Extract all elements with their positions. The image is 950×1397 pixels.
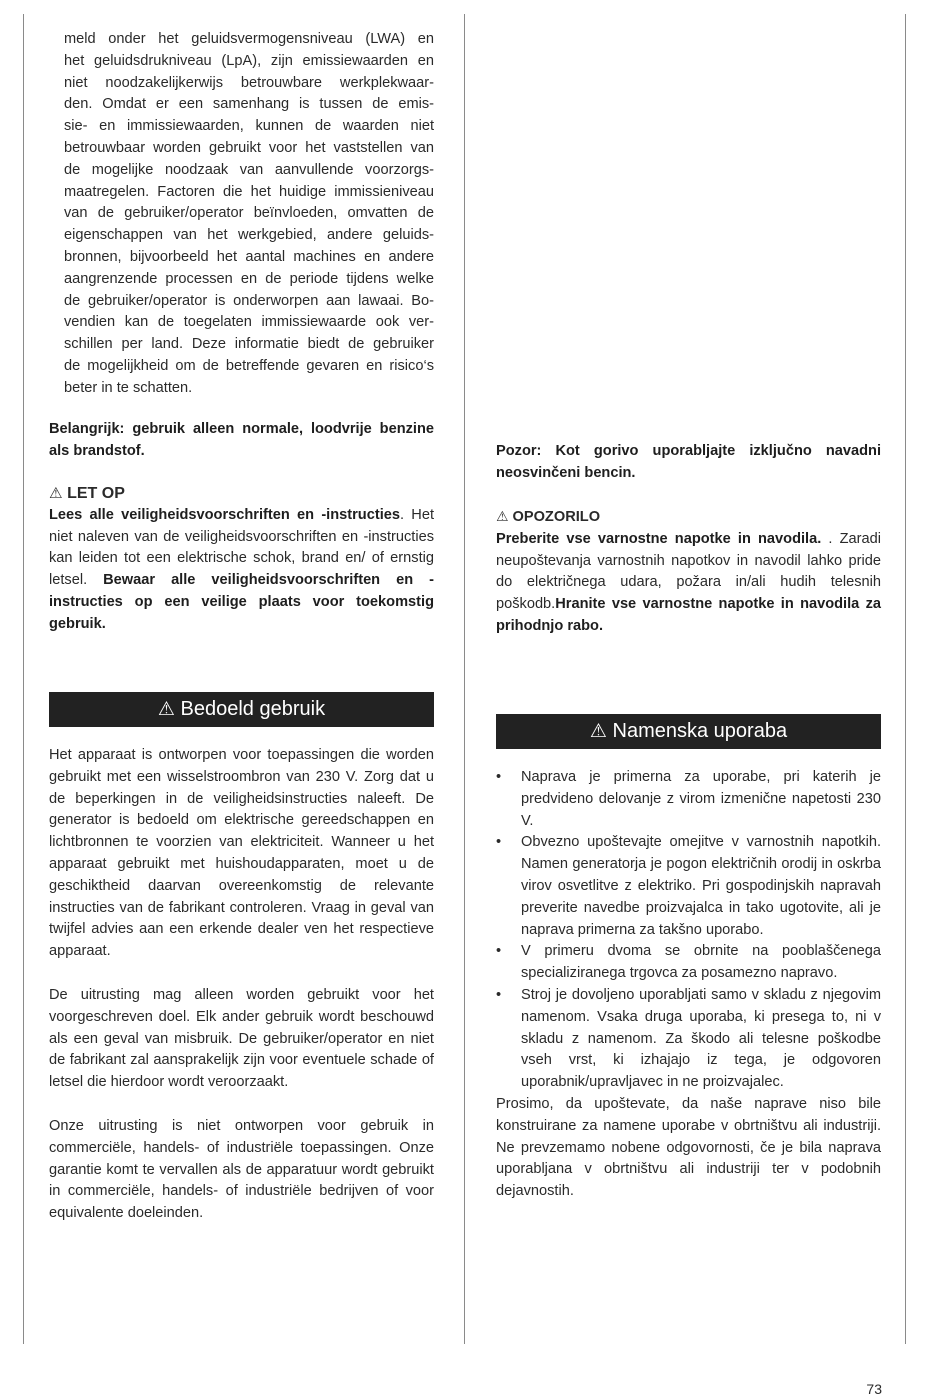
warning-title: LET OP [67,485,125,502]
right-body [496,767,881,1203]
warning-bold-tail: Bewaar alle veiligheidsvoorschriften en -instructies op een veilige plaats voor toekomstig gebruik. [49,572,434,632]
left-body [49,745,434,1225]
warning-heading [496,506,881,529]
warning-bold-lead: Preberite vse varnostne napotke in navodila. [496,530,829,547]
text-line: schillen per land. Deze informatie biedt de gebruiker [64,336,434,353]
section-title: Namenska uporaba [612,720,788,742]
text-line: van de gebruiker/operator beïnvloeden, omvatten de [64,205,434,222]
section-banner-namenska-uporaba [496,714,881,749]
section-banner-bedoeld-gebruik [49,692,434,727]
section-title: Bedoeld gebruik [180,698,326,720]
fuel-note-text: Belangrijk: gebruik alleen normale, loodvrije benzine als brandstof. [49,421,434,459]
list-item: • V primeru dvoma se obrnite na pooblaščenega specializiranega trgovca za posamezno napravo. [496,941,881,985]
warning-title: OPOZORILO [512,509,601,525]
text-line: betrouwbaar worden gebruikt voor het vaststellen van [64,139,434,156]
text-line: meld onder het geluidsvermogensniveau (LWA) en [64,31,434,47]
text-line: het geluidsdrukniveau (LpA), zijn emissiewaarden en [64,52,434,69]
left-intro-paragraph [64,29,434,400]
text-line: beter in te schatten. [64,379,193,396]
left-warning-block [49,483,434,636]
list-item: • Stroj je dovoljeno uporabljati samo v skladu z njegovim namenom. Vsaka druga uporaba, ki presega to, ni v skladu z namenom. Za škodo ali telesne poškodbe vseh vrst, ki izhajajo iz tega, je odgovoren uporabnik/upravljavec in ne proizvajalec. [496,985,881,1094]
warning-triangle-icon: ⚠ [496,508,509,524]
list-item: • Obvezno upoštevajte omejitve v varnostnih napotkih. Namen generatorja je pogon električnih orodij in oskrba virov osvetlitve z elektriko. Pri gospodinjskih napravah preverite navedbe proizvajalca in tako ugotovite, ali je naprava primerna za takšno uporabo. [496,832,881,941]
text-line: vendien kan de toegelaten immissiewaarde ook ver- [64,314,434,331]
warning-body: . Het niet naleven van de veiligheidsvoorschriften en -instructies kan leiden tot een elektrische schok, brand en/ of ernstig letsel. [49,506,434,589]
text-line: den. Omdat er een samenhang is tussen de emis- [64,96,434,113]
page-number: 73 [866,1381,882,1397]
warning-bold-lead: Lees alle veiligheidsvoorschriften en -instructies [49,506,400,523]
right-margin-rule [905,14,906,1344]
closing-paragraph: Prosimo, da upoštevate, da naše naprave niso bile konstruirane za namene uporabe v obrtništvu ali industriji. Ne prevzemamo nobene odgovornosti, če je bila naprava uporabljana v obrtništvu ali industriji ter v podobnih dejavnostih. [496,1095,881,1200]
list-item: • Naprava je primerna za uporabe, pri katerih je predvideno delovanje z virom izmenične napetosti 230 V. [496,767,881,832]
warning-heading [49,483,434,505]
text-line: de gebruiker/operator is onderworpen aan lawaai. Bo- [64,292,434,309]
warning-triangle-icon: ⚠ [49,485,63,502]
text-line: sie- en immissiewaarden, kunnen de waarden niet [64,118,434,135]
text-line: eigenschappen van het werkgebied, andere geluids- [64,227,434,244]
fuel-note-text: Pozor: Kot gorivo uporabljajte izključno navadni neosvinčeni bencin. [496,443,881,481]
paragraph: Het apparaat is ontworpen voor toepassingen die worden gebruikt met een wisselstroombron van 230 V. Zorg dat u de beperkingen in de veiligheidsinstructies naleeft. De generator is bedoeld om elektrische gereedschappen en lichtbronnen te voorzien van elektriciteit. Wanneer u het apparaat gebruikt met huishoudapparaten, moet u de geschiktheid daarvan overeenkomstig de relevante instructies van de fabrikant controleren. Vraag in geval van twijfel advies aan een erkende dealer ven het respectieve apparaat. [49,747,434,960]
paragraph: Onze uitrusting is niet ontworpen voor gebruik in commerciële, handels- of industriële toepassingen. Onze garantie komt te vervallen als de apparatuur wordt gebruikt in commerciële, handels- of industriële bedrijven of voor equivalente doeleinden. [49,1117,434,1222]
warning-bold-tail: Hranite vse varnostne napotke in navodila za prihodnjo rabo. [496,596,881,634]
center-column-rule [464,14,465,1344]
right-fuel-note [496,441,881,485]
text-line: de mogelijke noodzaak van aanvullende voorzorgs- [64,161,434,178]
warning-body: . Zaradi neupoštevanja varnostnih napotkov in navodil lahko pride do električnega udara, požara in/ali hudih telesnih poškodb. [496,530,881,613]
text-line: maatregelen. Factoren die het huidige immissieniveau [64,183,434,200]
paragraph: De uitrusting mag alleen worden gebruikt voor het voorgeschreven doel. Elk ander gebruik wordt beschouwd als een geval van misbruik. De gebruiker/operator en niet de fabrikant zal aansprakelijk zijn voor eventuele schade of letsel die hierdoor wordt veroorzaakt. [49,986,434,1091]
text-line: de mogelijkheid om de betreffende gevaren en risico‘s [64,357,434,374]
text-line: niet noodzakelijkerwijs betrouwbare werkplekwaar- [64,74,434,91]
warning-triangle-icon: ⚠ [157,699,175,720]
text-line: bronnen, bijvoorbeeld het aantal machines en andere [64,248,434,265]
right-warning-block [496,506,881,638]
warning-triangle-icon: ⚠ [589,721,607,742]
left-margin-rule [23,14,24,1344]
bullet-list [496,767,881,1094]
left-fuel-note [49,419,434,463]
text-line: aangrenzende processen en de periode tijdens welke [64,270,434,287]
